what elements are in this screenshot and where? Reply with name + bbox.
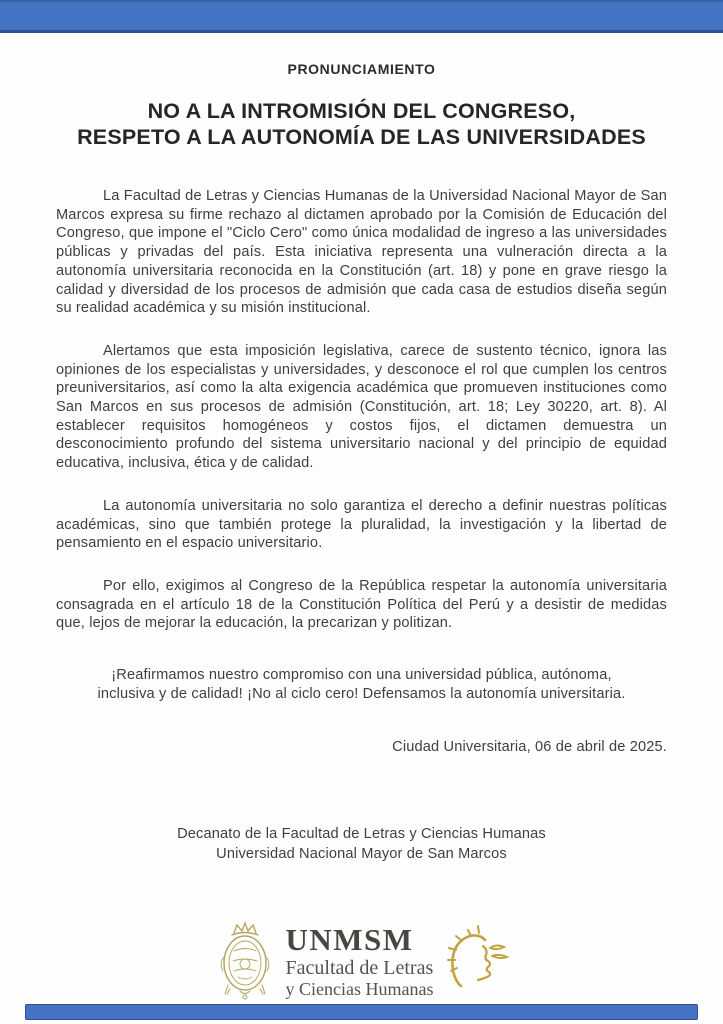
- signature-block: [56, 825, 667, 864]
- body-text: [56, 187, 667, 633]
- signature-line-1: Decanato de la Facultad de Letras y Ciencias Humanas: [177, 826, 546, 843]
- title-line-2: RESPETO A LA AUTONOMÍA DE LAS UNIVERSIDADES: [77, 125, 646, 149]
- dateline: Ciudad Universitaria, 06 de abril de 2025.: [392, 739, 667, 756]
- closing-line-1: ¡Reafirmamos nuestro compromiso con una universidad pública, autónoma,: [111, 667, 612, 684]
- paragraph-4: Por ello, exigimos al Congreso de la República respetar la autonomía universitaria consagrada en el artículo 18 de la Constitución Política del Perú y a desistir de medidas que, lejos de mejorar la educación, la precarizan y politizan.: [56, 577, 667, 632]
- signature-line-2: Universidad Nacional Mayor de San Marcos: [216, 845, 507, 862]
- unmsm-logo-block: [56, 919, 667, 1003]
- unmsm-acronym: UNMSM: [285, 922, 414, 958]
- document-content: [0, 33, 723, 1003]
- closing-line-2: inclusiva y de calidad! ¡No al ciclo cero! Defensamos la autonomía universitaria.: [97, 686, 626, 703]
- letras-profile-sun-icon: [443, 924, 509, 998]
- unmsm-seal-icon: [214, 919, 276, 1003]
- logo-faculty-line-2: y Ciencias Humanas: [285, 979, 434, 1000]
- closing-statement: [56, 666, 667, 704]
- paragraph-1: La Facultad de Letras y Ciencias Humanas de la Universidad Nacional Mayor de San Marcos expresa su firme rechazo al dictamen aprobado por la Comisión de Educación del Congreso, que impone el "Ciclo Cero" como única modalidad de ingreso a las universidades públicas y privadas del país. Esta iniciativa representa una vulneración directa a la autonomía universitaria reconocida en la Constitución (art. 18) y pone en grave riesgo la calidad y diversidad de los procesos de admisión que cada casa de estudios diseña según su realidad académica y su misión institucional.: [56, 188, 667, 317]
- paragraph-2: Alertamos que esta imposición legislativa, carece de sustento técnico, ignora las opiniones de los especialistas y universidades, y desconoce el rol que cumplen los centros preuniversitarios, así como la alta exigencia académica que promueven instituciones como San Marcos en sus procesos de admisión (Constitución, art. 18; Ley 30220, art. 8). Al establecer requisitos homogéneos y costos fijos, el dictamen demuestra un desconocimiento profundo del sistema universitario nacional y del principio de equidad educativa, inclusiva, ética y de calidad.: [56, 342, 667, 472]
- top-blue-bar: [0, 0, 723, 33]
- logo-faculty-line-1: Facultad de Letras: [285, 957, 434, 980]
- paragraph-3: La autonomía universitaria no solo garantiza el derecho a definir nuestras políticas académicas, sino que también protege la pluralidad, la investigación y la libertad de pensamiento en el espacio universitario.: [56, 497, 667, 552]
- document-kicker: PRONUNCIAMIENTO: [287, 61, 436, 77]
- document-title: [56, 98, 667, 150]
- unmsm-logo-text: [286, 924, 434, 998]
- bottom-blue-bar: [25, 1004, 698, 1020]
- title-line-1: NO A LA INTROMISIÓN DEL CONGRESO,: [147, 99, 576, 123]
